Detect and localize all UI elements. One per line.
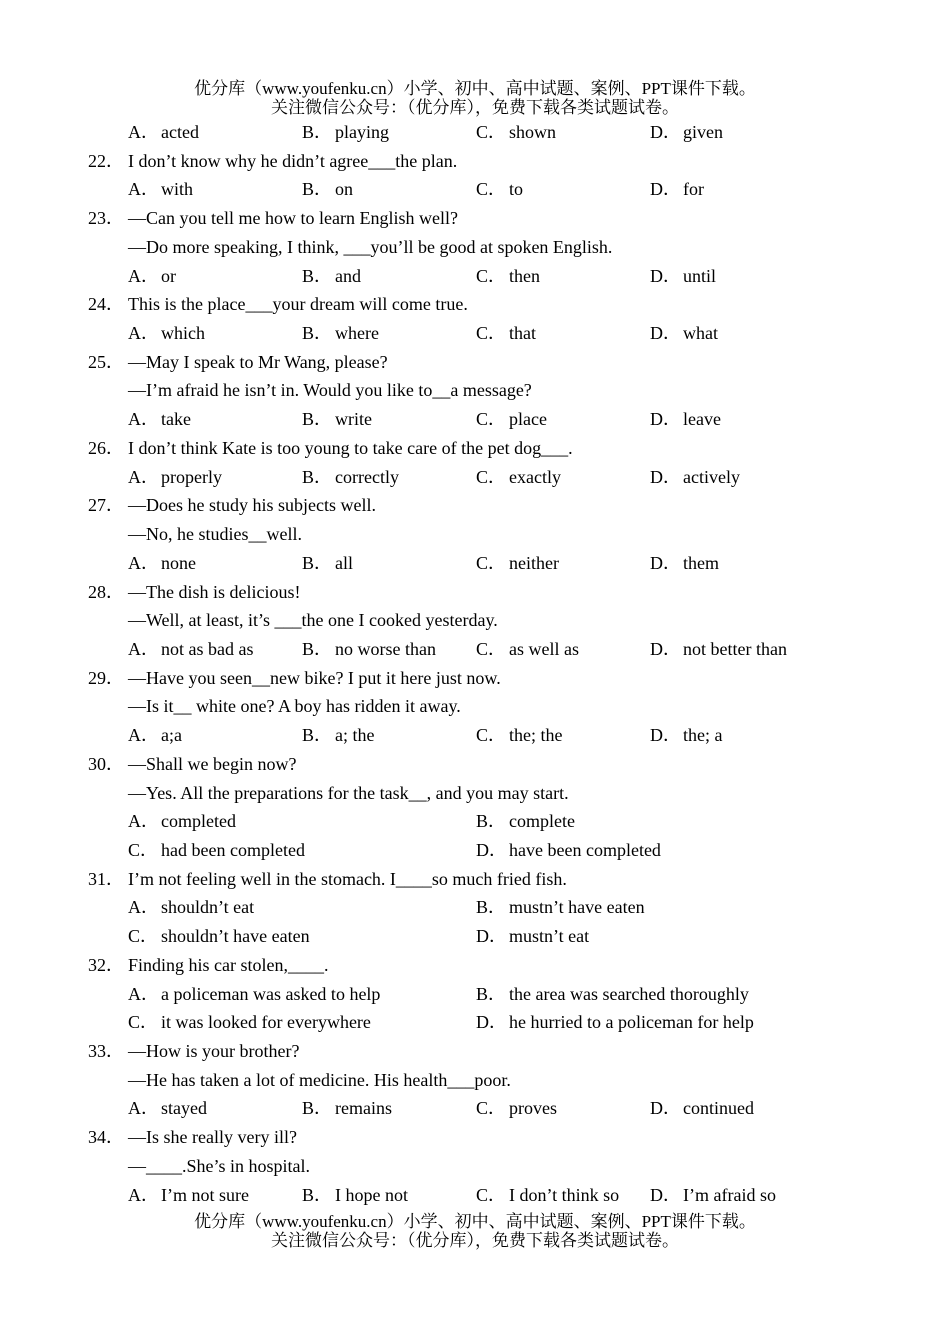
option-label: A． (128, 122, 159, 142)
question-stem (0, 290, 950, 319)
question-stem (0, 204, 950, 233)
option-text: correctly (335, 466, 399, 487)
option-label: C． (128, 839, 159, 860)
option-label: B． (302, 466, 333, 487)
option-row (0, 980, 950, 1009)
option-label: A． (128, 1098, 159, 1119)
option-row (0, 405, 950, 434)
answer-option (302, 463, 399, 492)
option-text: for (683, 179, 704, 200)
option-text: write (335, 409, 372, 430)
dialogue-line (0, 233, 950, 262)
answer-option (476, 262, 540, 291)
option-label: D． (650, 1098, 681, 1119)
answer-option (128, 836, 305, 865)
option-label: C． (476, 552, 507, 573)
answer-option (476, 319, 536, 348)
option-text: complete (509, 811, 575, 832)
option-text: no worse than (335, 638, 436, 659)
option-label: D． (650, 409, 681, 430)
option-text: where (335, 323, 379, 344)
option-row (0, 893, 950, 922)
option-label: C． (476, 725, 507, 746)
option-text: continued (683, 1098, 754, 1119)
option-text: actively (683, 466, 740, 487)
answer-option (128, 549, 196, 578)
dialogue-line (0, 692, 950, 721)
question-stem (0, 664, 950, 693)
question-text: —Does he study his subjects well. (128, 495, 376, 516)
answer-option (476, 118, 556, 147)
question-stem (0, 348, 950, 377)
question-text: —The dish is delicious! (128, 581, 301, 602)
option-label: C． (476, 638, 507, 659)
answer-option (476, 922, 589, 951)
option-text: as well as (509, 638, 579, 659)
option-label: A． (128, 983, 159, 1004)
option-label: D． (650, 265, 681, 286)
answer-option (650, 463, 740, 492)
option-text: what (683, 323, 718, 344)
option-row (0, 836, 950, 865)
option-label: A． (128, 409, 159, 430)
question-text: —Is she really very ill? (128, 1127, 297, 1148)
dialogue-line (0, 520, 950, 549)
header-line-1: 优分库（www.youfenku.cn）小学、初中、高中试题、案例、PPT课件下载。 (194, 79, 756, 98)
page-header (0, 79, 950, 117)
option-label: D． (650, 1184, 681, 1205)
option-text: take (161, 409, 191, 430)
option-text: place (509, 409, 547, 430)
option-text: I hope not (335, 1184, 408, 1205)
answer-option (650, 1094, 754, 1123)
option-text: have been completed (509, 839, 661, 860)
option-label: D． (650, 323, 681, 344)
option-label: B． (302, 265, 333, 286)
option-label: C． (476, 179, 507, 200)
answer-option (128, 893, 254, 922)
question-stem (0, 951, 950, 980)
answer-option (650, 405, 721, 434)
option-text: acted (161, 122, 199, 142)
option-text: I’m afraid so (683, 1184, 776, 1205)
option-text: mustn’t eat (509, 926, 590, 947)
option-text: them (683, 552, 719, 573)
option-row (0, 1008, 950, 1037)
question-number: 34． (88, 1127, 124, 1148)
option-text: that (509, 323, 536, 344)
option-text: exactly (509, 466, 561, 487)
question-text: —Can you tell me how to learn English well? (128, 208, 458, 229)
answer-option (302, 405, 372, 434)
option-row (0, 721, 950, 750)
option-label: D． (650, 179, 681, 200)
answer-option (476, 175, 523, 204)
option-text: to (509, 179, 524, 200)
question-text: —Have you seen__new bike? I put it here just now. (128, 667, 501, 688)
answer-option (302, 175, 353, 204)
dialogue-line (0, 1152, 950, 1181)
option-text: shouldn’t eat (161, 897, 255, 918)
option-text: I’m not sure (161, 1184, 249, 1205)
option-text: all (335, 552, 353, 573)
option-text: then (509, 265, 540, 286)
option-text: not as bad as (161, 638, 254, 659)
answer-option (476, 1094, 557, 1123)
question-number: 25． (88, 351, 124, 372)
answer-option (650, 721, 722, 750)
answer-option (128, 1094, 207, 1123)
question-number: 30． (88, 753, 124, 774)
option-label: D． (650, 638, 681, 659)
option-row (0, 807, 950, 836)
option-text: a policeman was asked to help (161, 983, 381, 1004)
option-label: A． (128, 466, 159, 487)
option-text: stayed (161, 1098, 207, 1119)
option-label: B． (302, 1184, 333, 1205)
answer-option (650, 262, 716, 291)
option-label: C． (476, 466, 507, 487)
option-label: A． (128, 1184, 159, 1205)
option-row (0, 319, 950, 348)
option-text: it was looked for everywhere (161, 1012, 371, 1033)
answer-option (128, 721, 182, 750)
option-row (0, 118, 950, 147)
header-line-2: 关注微信公众号：（优分库），免费下载各类试题试卷。 (271, 98, 679, 117)
option-label: B． (302, 725, 333, 746)
question-number: 24． (88, 294, 124, 315)
dialogue-line (0, 779, 950, 808)
option-text: proves (509, 1098, 557, 1119)
option-label: C． (476, 409, 507, 430)
option-label: C． (128, 926, 159, 947)
answer-option (476, 549, 559, 578)
question-stem (0, 1037, 950, 1066)
option-label: C． (476, 323, 507, 344)
question-text: —Do more speaking, I think, ___you’ll be good at spoken English. (128, 236, 613, 257)
answer-option (476, 893, 645, 922)
answer-option (302, 635, 436, 664)
answer-option (476, 980, 749, 1009)
option-text: properly (161, 466, 222, 487)
option-label: A． (128, 811, 159, 832)
answer-option (302, 262, 361, 291)
answer-option (128, 635, 253, 664)
option-label: A． (128, 323, 159, 344)
option-text: shown (509, 122, 557, 142)
question-stem (0, 865, 950, 894)
question-text: I’m not feeling well in the stomach. I____so much fried fish. (128, 868, 567, 889)
answer-option (302, 1181, 408, 1210)
option-text: neither (509, 552, 559, 573)
question-text: This is the place___your dream will come true. (128, 294, 468, 315)
option-text: the; the (509, 725, 563, 746)
answer-option (128, 807, 236, 836)
question-text: —How is your brother? (128, 1041, 300, 1061)
answer-option (476, 836, 661, 865)
option-label: D． (476, 839, 507, 860)
option-label: A． (128, 265, 159, 286)
answer-option (128, 1181, 249, 1210)
question-text: —____.She’s in hospital. (128, 1155, 311, 1176)
page-footer (0, 1212, 950, 1250)
option-label: C． (476, 122, 507, 142)
answer-option (476, 635, 579, 664)
question-text: —No, he studies__well. (128, 524, 302, 545)
option-text: completed (161, 811, 236, 832)
option-label: A． (128, 638, 159, 659)
option-label: B． (476, 897, 507, 918)
option-text: the; a (683, 725, 723, 746)
answer-option (128, 463, 222, 492)
question-number: 27． (88, 495, 124, 516)
answer-option (476, 405, 547, 434)
answer-option (302, 319, 379, 348)
option-label: C． (476, 1098, 507, 1119)
option-text: shouldn’t have eaten (161, 926, 310, 947)
option-text: playing (335, 122, 389, 142)
option-label: B． (302, 122, 333, 142)
answer-option (128, 175, 193, 204)
option-row (0, 922, 950, 951)
answer-option (128, 922, 310, 951)
option-text: with (161, 179, 194, 200)
question-number: 22． (88, 150, 124, 171)
option-label: B． (302, 323, 333, 344)
question-number: 32． (88, 954, 124, 975)
question-text: —I’m afraid he isn’t in. Would you like to__a message? (128, 380, 532, 401)
option-row (0, 1094, 950, 1123)
option-label: D． (650, 725, 681, 746)
question-text: —Is it__ white one? A boy has ridden it away. (128, 696, 461, 717)
option-label: D． (476, 926, 507, 947)
footer-line-2: 关注微信公众号：（优分库），免费下载各类试题试卷。 (271, 1231, 679, 1250)
question-text: I don’t know why he didn’t agree___the plan. (128, 150, 458, 171)
question-text: Finding his car stolen,____. (128, 954, 329, 975)
answer-option (302, 549, 353, 578)
option-text: not better than (683, 638, 787, 659)
question-number: 28． (88, 581, 124, 602)
option-row (0, 262, 950, 291)
question-stem (0, 578, 950, 607)
option-label: B． (476, 811, 507, 832)
option-label: A． (128, 552, 159, 573)
answer-option (476, 721, 562, 750)
answer-option (128, 118, 199, 147)
answer-option (650, 635, 787, 664)
option-label: C． (476, 1184, 507, 1205)
option-label: A． (128, 897, 159, 918)
question-text: I don’t think Kate is too young to take care of the pet dog___. (128, 437, 573, 458)
answer-option (302, 118, 389, 147)
option-row (0, 549, 950, 578)
option-text: or (161, 265, 176, 286)
option-text: on (335, 179, 353, 200)
option-text: none (161, 552, 196, 573)
option-row (0, 175, 950, 204)
answer-option (476, 807, 575, 836)
question-list (0, 118, 950, 1209)
question-stem (0, 147, 950, 176)
option-label: C． (476, 265, 507, 286)
question-stem (0, 750, 950, 779)
option-label: B． (302, 552, 333, 573)
answer-option (650, 1181, 776, 1210)
option-text: a;a (161, 725, 182, 746)
answer-option (650, 319, 718, 348)
option-text: given (683, 122, 723, 142)
option-text: until (683, 265, 717, 286)
question-text: —Shall we begin now? (128, 753, 297, 774)
question-text: —He has taken a lot of medicine. His health___poor. (128, 1069, 511, 1090)
option-text: mustn’t have eaten (509, 897, 645, 918)
answer-option (476, 1008, 754, 1037)
answer-option (650, 549, 719, 578)
question-number: 26． (88, 437, 124, 458)
option-label: A． (128, 179, 159, 200)
option-text: the area was searched thoroughly (509, 983, 749, 1004)
option-label: B． (302, 179, 333, 200)
question-text: —Well, at least, it’s ___the one I cooked yesterday. (128, 610, 498, 631)
question-text: —May I speak to Mr Wang, please? (128, 351, 388, 372)
question-text: —Yes. All the preparations for the task__, and you may start. (128, 782, 569, 803)
option-label: D． (650, 466, 681, 487)
option-label: D． (476, 1012, 507, 1033)
question-stem (0, 491, 950, 520)
dialogue-line (0, 1066, 950, 1095)
option-text: a; the (335, 725, 375, 746)
option-text: I don’t think so (509, 1184, 620, 1205)
answer-option (128, 262, 176, 291)
answer-option (476, 463, 561, 492)
footer-line-1: 优分库（www.youfenku.cn）小学、初中、高中试题、案例、PPT课件下载。 (194, 1212, 756, 1231)
dialogue-line (0, 376, 950, 405)
option-label: D． (650, 552, 681, 573)
option-text: he hurried to a policeman for help (509, 1012, 754, 1033)
question-stem (0, 434, 950, 463)
question-number: 33． (88, 1041, 124, 1061)
answer-option (476, 1181, 619, 1210)
option-label: B． (302, 638, 333, 659)
answer-option (650, 175, 704, 204)
option-row (0, 635, 950, 664)
answer-option (128, 405, 191, 434)
option-row (0, 463, 950, 492)
dialogue-line (0, 606, 950, 635)
option-label: B． (302, 409, 333, 430)
answer-option (302, 1094, 392, 1123)
question-number: 23． (88, 208, 124, 229)
option-label: A． (128, 725, 159, 746)
answer-option (128, 1008, 371, 1037)
option-text: which (161, 323, 205, 344)
option-text: leave (683, 409, 721, 430)
option-label: B． (302, 1098, 333, 1119)
answer-option (128, 319, 205, 348)
option-label: B． (476, 983, 507, 1004)
question-number: 31． (88, 868, 124, 889)
question-number: 29． (88, 667, 124, 688)
option-label: C． (128, 1012, 159, 1033)
option-text: had been completed (161, 839, 305, 860)
answer-option (302, 721, 374, 750)
option-text: and (335, 265, 361, 286)
question-stem (0, 1123, 950, 1152)
answer-option (128, 980, 380, 1009)
option-label: D． (650, 122, 681, 142)
answer-option (650, 118, 723, 147)
option-text: remains (335, 1098, 392, 1119)
option-row (0, 1181, 950, 1210)
